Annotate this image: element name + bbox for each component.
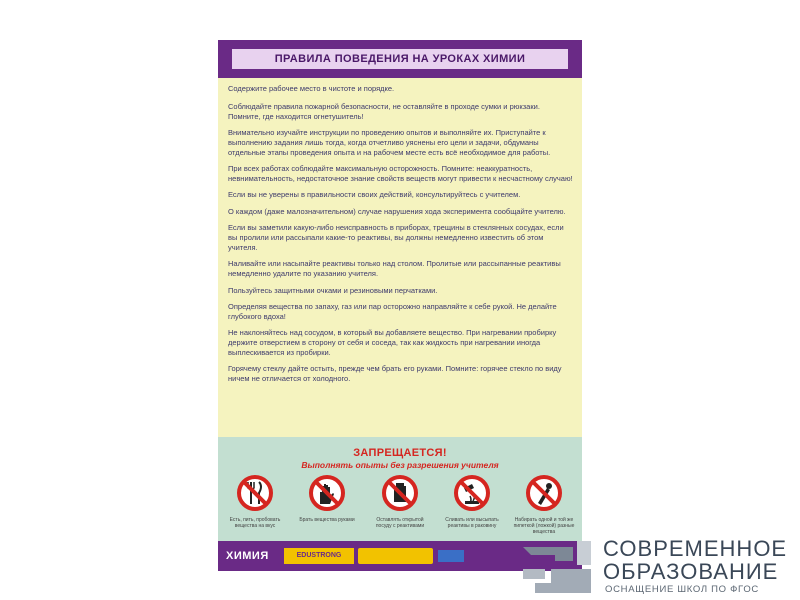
prohibition-sign	[368, 474, 432, 529]
company-logo-icon	[515, 533, 597, 599]
poster-title: ПРАВИЛА ПОВЕДЕНИЯ НА УРОКАХ ХИМИИ	[232, 49, 568, 69]
forbidden-section	[218, 437, 582, 541]
sign-caption: Есть, пить, пробовать вещества на вкус	[229, 517, 281, 529]
rule-item: Содержите рабочее место в чистоте и порядке.	[228, 84, 395, 93]
rule-item: Наливайте или насыпайте реактивы только над столом. Пролитые или рассыпанные реактивы немедленно удалите по указанию учителя.	[228, 259, 561, 279]
rule-item: Если вы не уверены в правильности своих действий, консультируйтесь с учителем.	[228, 190, 521, 200]
prohibition-sign	[223, 474, 287, 529]
rule-item: Соблюдайте правила пожарной безопасности, не оставляйте в проходе сумки и рюкзаки. Помните, где находится огнетушитель!	[228, 101, 540, 121]
footer-publisher-badge	[358, 548, 433, 564]
chemistry-rules-poster	[218, 40, 582, 571]
rule-item: Горячему стеклу дайте остыть, прежде чем брать его руками. Помните: горячее стекло по виду ничем не отличается от холодного.	[228, 364, 562, 384]
prohibition-sign	[295, 474, 359, 523]
rules-list	[228, 84, 574, 391]
forbidden-subtitle: Выполнять опыты без разрешения учителя	[301, 460, 499, 470]
prohibition-sign	[440, 474, 504, 529]
no-open-containers-icon	[381, 474, 419, 512]
logo-title-line2: ОБРАЗОВАНИЕ	[603, 559, 779, 584]
rule-item: Определяя вещества по запаху, газ или пар осторожно направляйте к себе рукой. Не делайте глубокого вдоха!	[228, 301, 557, 321]
sign-caption: Оставлять открытой посуду с реактивами	[375, 517, 425, 529]
sign-caption: Сливать или высыпать реактивы в раковину	[445, 517, 499, 529]
poster-header	[218, 40, 582, 78]
prohibition-signs	[218, 474, 582, 538]
footer-subject: ХИМИЯ	[226, 550, 269, 562]
no-pouring-back-icon	[453, 474, 491, 512]
footer-publisher-logo	[438, 550, 464, 562]
no-eating-icon	[236, 474, 274, 512]
rule-item: При всех работах соблюдайте максимальную осторожность. Помните: неаккуратность, невнимательность, недостаточное знание свойств веществ могут привести к несчастному случаю!	[228, 164, 573, 184]
rule-item: Пользуйтесь защитными очками и резиновыми перчатками.	[228, 285, 438, 295]
no-pipette-mouth-icon	[525, 474, 563, 512]
rule-item: Внимательно изучайте инструкции по проведению опытов и выполняйте их. Приступайте к выполнению задания лишь тогда, когда отчетливо уяснены его цели и задачи, обдуманы отдельные этапы проведения опыта и на рабочем месте есть всё необходимое для работы.	[228, 127, 551, 157]
sign-caption: Набирать одной и той же пипеткой (ложкой) разные вещества	[513, 517, 575, 535]
footer-brand: EDUSTRONG	[284, 548, 354, 564]
logo-tagline: ОСНАЩЕНИЕ ШКОЛ ПО ФГОС	[605, 584, 759, 595]
forbidden-title: ЗАПРЕЩАЕТСЯ!	[353, 447, 447, 459]
no-hands-icon	[308, 474, 346, 512]
sign-caption: Брать вещества руками	[299, 517, 355, 523]
rule-item: Не наклоняйтесь над сосудом, в который вы добавляете вещество. При нагревании пробирку держите отверстием в сторону от себя и соседа, так как жидкость при нагревании иногда выплескивается из пробирки.	[228, 328, 557, 358]
prohibition-sign	[512, 474, 576, 535]
logo-title-line1: СОВРЕМЕННОЕ	[603, 536, 788, 561]
rule-item: О каждом (даже малозначительном) случае нарушения хода эксперимента сообщайте учителю.	[228, 206, 566, 216]
rule-item: Если вы заметили какую-либо неисправность в приборах, трещины в стеклянных сосудах, если вы пролили или рассыпали какие-то реактивы, вы должны немедленно известить об этом учителя.	[228, 222, 564, 252]
